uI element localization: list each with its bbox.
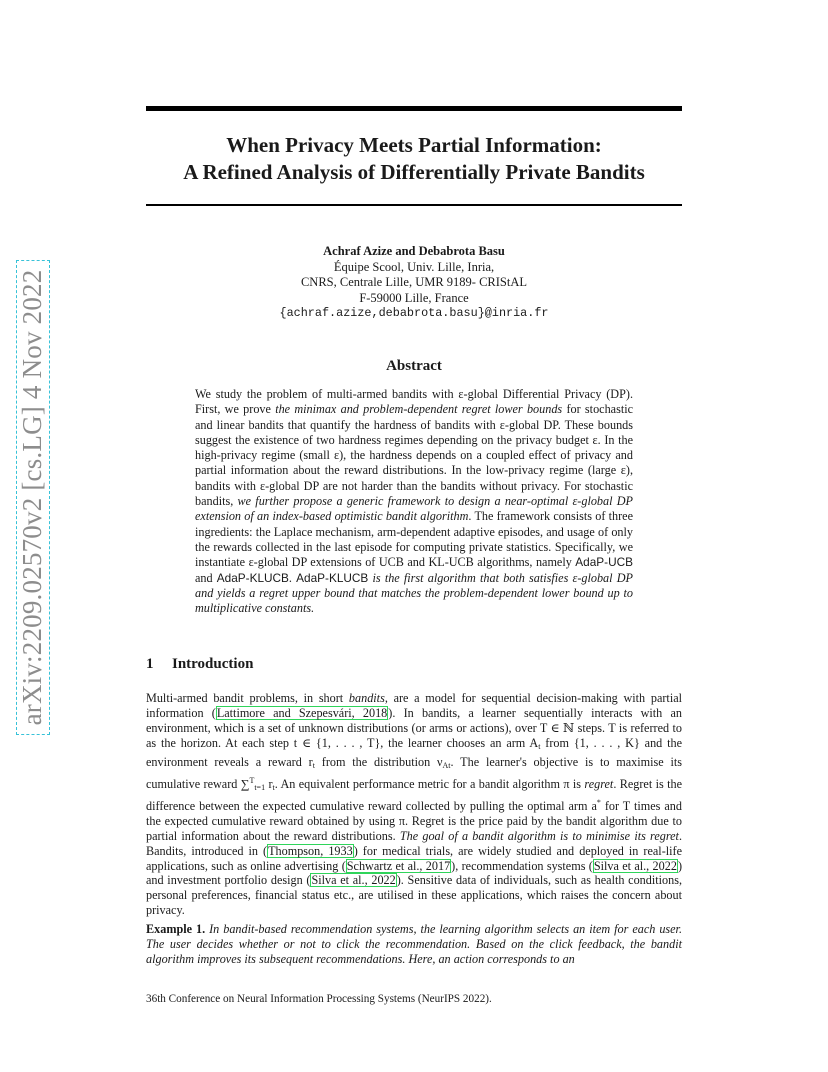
intro-text: r	[265, 776, 273, 791]
title-line-1: When Privacy Meets Partial Information:	[226, 133, 602, 157]
affiliation-3: F-59000 Lille, France	[359, 290, 469, 305]
intro-text: , are a model for sequential decision-making with partial information (	[146, 691, 682, 720]
abstract-body	[195, 387, 633, 616]
conference-footer: 36th Conference on Neural Information Processing Systems (NeurIPS 2022).	[146, 993, 492, 1005]
intro-text: . Regret is the difference between the expected cumulative reward collected by pulling the optimal arm a	[146, 776, 683, 813]
citation-link[interactable]: Silva et al., 2022	[593, 858, 677, 873]
abstract-text: .	[288, 570, 297, 585]
algorithm-name: AdaP-UCB	[575, 555, 633, 570]
algorithm-name: AdaP-KLUCB	[296, 570, 369, 585]
algorithm-name: AdaP-KLUCB	[216, 570, 289, 585]
section-title: Introduction	[172, 656, 254, 672]
intro-emph: regret	[584, 776, 614, 791]
paper-title	[146, 132, 682, 186]
intro-text: . An equivalent performance metric for a bandit algorithm π is	[274, 776, 585, 791]
subscript: t	[272, 782, 275, 792]
title-top-rule	[146, 106, 682, 111]
intro-text: . Bandits, introduced in (	[146, 828, 682, 858]
section-number: 1	[146, 656, 154, 672]
citation-link[interactable]: Silva et al., 2022	[311, 873, 396, 888]
intro-text: for T times and the expected cumulative reward obtained by using π. Regret is the price paid by the bandit algorithm due to partial information about the reward distributions.	[146, 798, 682, 843]
abstract-emph: we further propose a generic framework to design a near-optimal ε-global DP extension of an index-based optimistic bandit algorithm	[195, 494, 633, 524]
abstract-emph: the minimax and problem-dependent regret lower bounds	[275, 402, 563, 417]
superscript: *	[596, 797, 601, 807]
title-line-2: A Refined Analysis of Differentially Private Bandits	[183, 160, 645, 184]
intro-text: . The learner's objective is to maximise its cumulative reward ∑	[146, 754, 683, 791]
example-text: In bandit-based recommendation systems, the learning algorithm selects an item for each user. The user decides whether or not to click the recommendation. Based on the click feedback, the bandit algorithm improves its subsequent recommendations. Here, an action corresponds to an	[146, 922, 682, 966]
arxiv-stamp[interactable]: arXiv:2209.02570v2 [cs.LG] 4 Nov 2022	[16, 260, 50, 735]
introduction-paragraph	[146, 691, 682, 918]
abstract-text: for stochastic and linear bandits that quantify the hardness of bandits with ε-global DP. These bounds suggest the existence of two hardness regimes depending on the privacy budget ε. In the high-privacy regime (small ε), the hardness depends on a coupled effect of privacy and partial information about the reward distributions. In the low-privacy regime (large ε), bandits with ε-global DP are not harder than the bandits without privacy. For stochastic bandits,	[195, 402, 633, 509]
abstract-text: . The framework consists of three ingredients: the Laplace mechanism, arm-dependent adaptive episodes, and usage of only the rewards collected in the last episode for computing private statistics. Specifically, we instantiate ε-global DP extensions of UCB and KL-UCB algorithms, namely	[195, 509, 633, 570]
citation-link[interactable]: Schwartz et al., 2017	[346, 858, 451, 873]
superscript: T	[249, 775, 255, 785]
example-block	[146, 922, 682, 967]
intro-emph: The goal of a bandit algorithm is to minimise its regret	[399, 828, 679, 843]
intro-text: ) and investment portfolio design (	[146, 858, 682, 888]
subscript: At	[442, 760, 451, 770]
intro-text: ), recommendation systems (	[451, 858, 593, 873]
intro-text: from {1, . . . , K} and the environment reveals a reward r	[146, 735, 682, 769]
section-heading	[146, 656, 253, 673]
intro-emph: bandits	[348, 691, 385, 705]
intro-text: ). In bandits, a learner sequentially interacts with an environment, which is a set of unknown distributions (or arms or actions), over T ∈ ℕ steps. T is referred to as the horizon. At each step t ∈ {1, . . . , T}, the learner chooses an arm A	[146, 705, 682, 750]
intro-text: from the distribution ν	[314, 754, 443, 769]
author-names: Achraf Azize and Debabrota Basu	[323, 244, 505, 258]
author-block	[214, 244, 614, 322]
subscript: t	[538, 741, 541, 751]
subscript: t	[312, 760, 315, 770]
citation-link[interactable]: Thompson, 1933	[268, 843, 353, 858]
intro-text: ). Sensitive data of individuals, such as health conditions, personal preferences, financial status etc., are utilised in these applications, which raises the concern about privacy.	[146, 873, 682, 918]
subscript: t=1	[254, 782, 266, 792]
abstract-heading: Abstract	[386, 358, 442, 374]
citation-link[interactable]: Lattimore and Szepesvári, 2018	[216, 705, 388, 720]
example-label: Example 1.	[146, 922, 206, 936]
affiliation-1: Équipe Scool, Univ. Lille, Inria,	[333, 259, 495, 274]
abstract-emph: is the first algorithm that both satisfies ε-global DP and yields a regret upper bound that matches the problem-dependent lower bound up to multiplicative constants.	[195, 570, 633, 616]
title-bottom-rule	[146, 204, 682, 206]
author-email[interactable]: {achraf.azize,debabrota.basu}@inria.fr	[279, 306, 549, 320]
abstract-text: and	[195, 570, 217, 585]
abstract-text: We study the problem of multi-armed bandits with ε-global Differential Privacy (DP). First, we prove	[195, 387, 633, 417]
intro-text: ) for medical trials, are widely studied and deployed in real-life applications, such as online advertising (	[146, 843, 682, 873]
affiliation-2: CNRS, Centrale Lille, UMR 9189- CRIStAL	[300, 275, 528, 289]
intro-text: Multi-armed bandit problems, in short	[146, 691, 349, 705]
